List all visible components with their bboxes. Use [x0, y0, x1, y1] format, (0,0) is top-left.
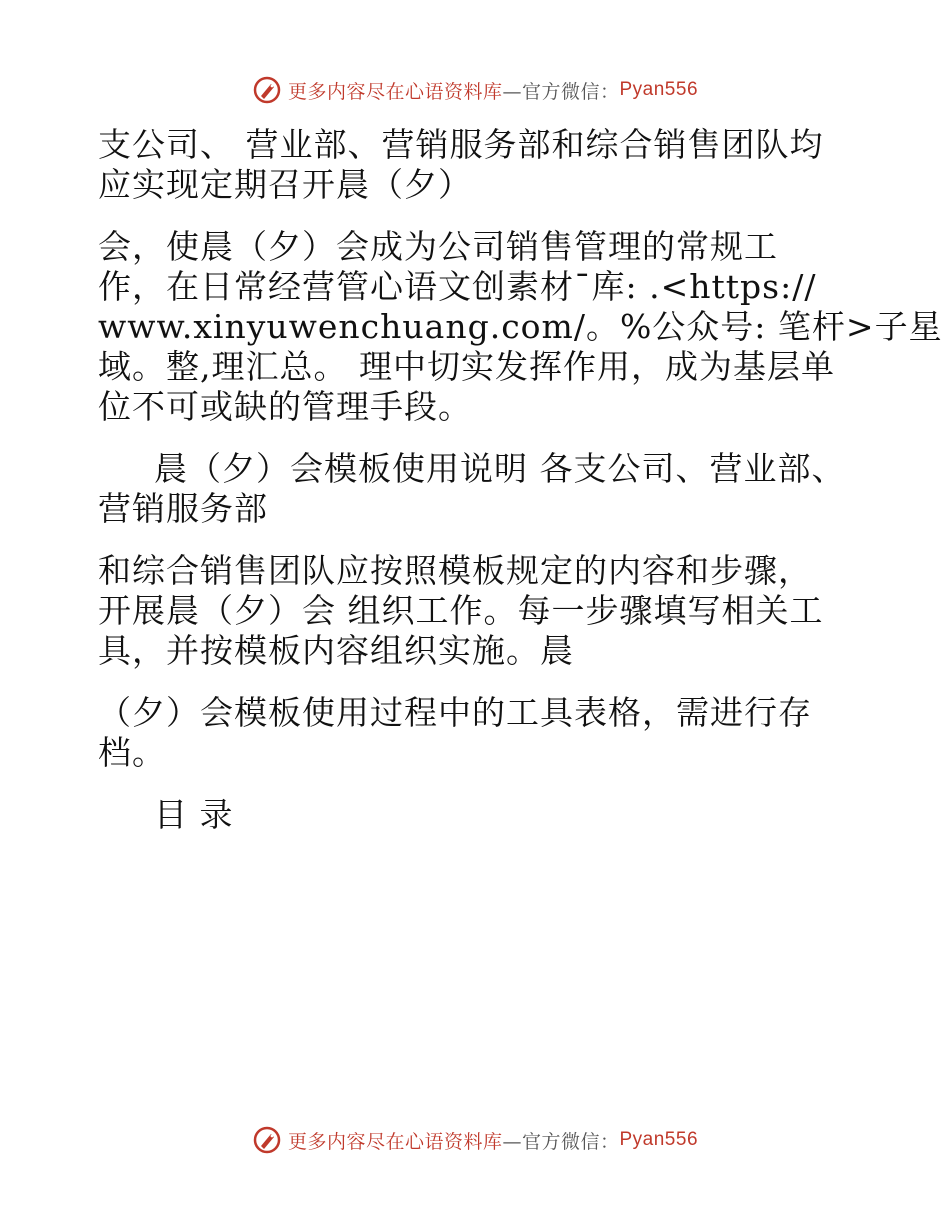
text-line: （夕）会模板使用过程中的工具表格，需进行存: [98, 693, 812, 732]
toc-heading: 目 录: [154, 795, 234, 834]
text-line: 应实现定期召开晨（夕）: [98, 165, 472, 204]
banner-wechat-id: Pyan556: [619, 1129, 699, 1150]
header-banner: [0, 70, 950, 110]
banner-separator-text: —官方微信：: [502, 1130, 620, 1153]
pen-nib-logo-icon: [252, 75, 282, 105]
text-line: 域。整,理汇总。 理中切实发挥作用，成为基层单: [98, 347, 835, 386]
banner-separator-text: —官方微信：: [502, 80, 620, 103]
pen-nib-logo-icon: [252, 1125, 282, 1155]
banner-wechat-id: Pyan556: [619, 79, 699, 100]
text-line: 营销服务部: [98, 489, 268, 528]
banner-main-text: 更多内容尽在心语资料库: [287, 80, 503, 103]
footer-banner: [0, 1120, 950, 1160]
text-line: 支公司、 营业部、营销服务部和综合销售团队均: [98, 125, 824, 164]
text-line: 位不可或缺的管理手段。: [98, 387, 472, 426]
text-line: 和综合销售团队应按照模板规定的内容和步骤，: [98, 551, 812, 590]
text-line: 开展晨（夕）会 组织工作。每一步骤填写相关工: [98, 591, 824, 630]
text-line: 作，在日常经营管心语文创素材¯库: .<https://: [98, 267, 817, 306]
text-line: 会，使晨（夕）会成为公司销售管理的常规工: [98, 227, 778, 266]
text-line: 晨（夕）会模板使用说明 各支公司、营业部、: [154, 449, 846, 488]
text-line: 具，并按模板内容组织实施。晨: [98, 631, 574, 670]
text-line: 档。: [98, 733, 166, 772]
text-line: www.xinyuwenchuang.com/。%公众号: 笔杆>子星: [98, 307, 943, 346]
banner-main-text: 更多内容尽在心语资料库: [287, 1130, 503, 1153]
document-body: [98, 125, 943, 835]
